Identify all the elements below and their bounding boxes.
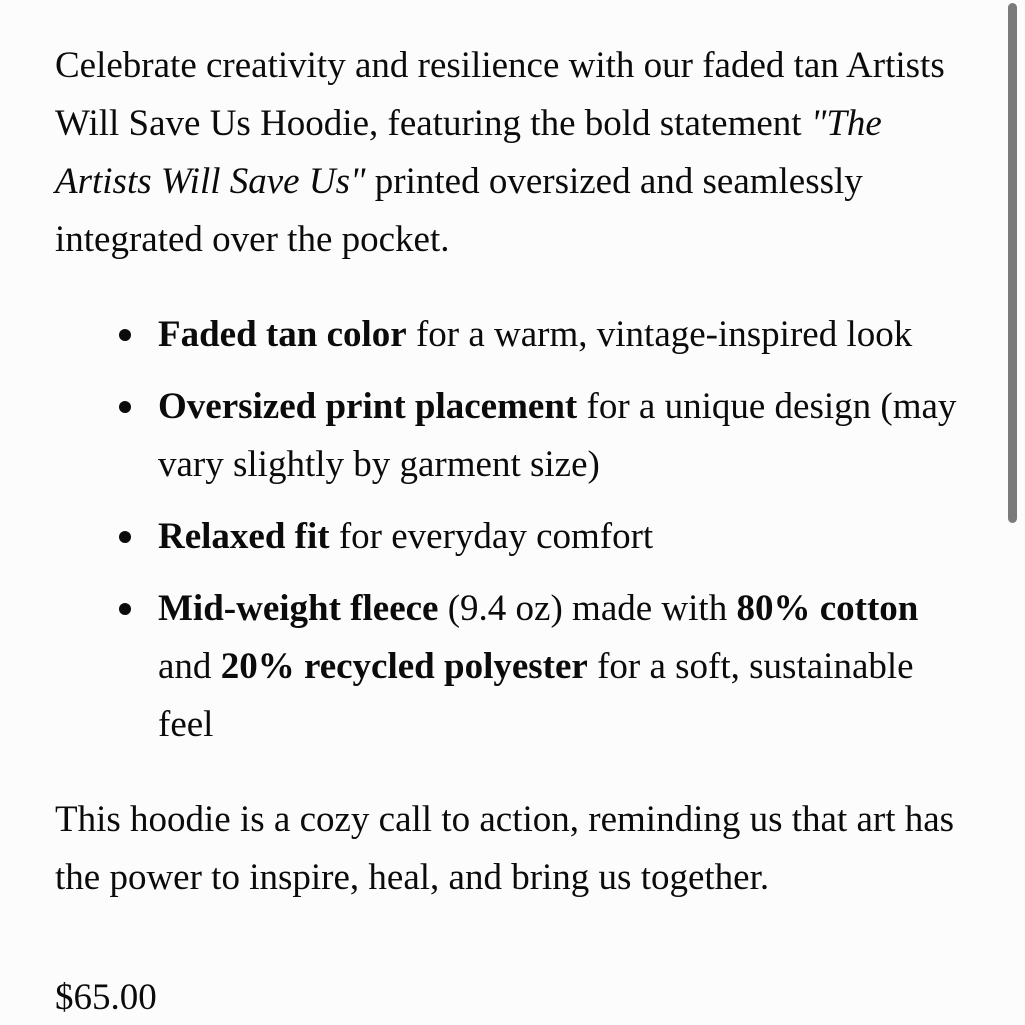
text-line (158, 306, 956, 364)
text-segment: Mid-weight fleece (158, 588, 439, 629)
text-segment: Oversized print placement (158, 386, 578, 427)
feature-list (55, 306, 956, 754)
text-line (158, 580, 956, 638)
text-line (158, 638, 956, 696)
text-segment: (9.4 oz) made with (438, 588, 737, 629)
text-segment: for a unique design (may (577, 386, 957, 427)
feature-item (55, 378, 956, 494)
text-segment: Relaxed fit (158, 516, 330, 557)
text-segment: printed oversized and seamlessly (365, 161, 863, 202)
text-segment: 20% recycled polyester (220, 646, 588, 687)
feature-item (55, 306, 956, 364)
bullet-icon (119, 401, 131, 413)
bullet-icon (119, 531, 131, 543)
intro-paragraph (55, 37, 956, 269)
text-segment: Artists Will Save Us" (55, 161, 366, 202)
text-line (158, 696, 956, 754)
closing-paragraph (55, 791, 956, 907)
text-segment: integrated over the pocket. (55, 219, 450, 260)
text-line (55, 95, 956, 153)
text-line (55, 211, 956, 269)
text-segment: Will Save Us Hoodie, featuring the bold statement (55, 103, 811, 144)
text-line (55, 849, 956, 907)
text-line (55, 37, 956, 95)
text-segment: Faded tan color (158, 314, 407, 355)
text-line (55, 153, 956, 211)
scrollbar-thumb[interactable] (1008, 3, 1017, 523)
product-price: $65.00 (55, 977, 157, 1018)
bullet-icon (119, 329, 131, 341)
text-segment: "The (810, 103, 882, 144)
text-segment: for a soft, sustainable (587, 646, 914, 687)
text-line (158, 378, 956, 436)
text-segment: This hoodie is a cozy call to action, reminding us that art has (55, 799, 955, 840)
text-segment: Celebrate creativity and resilience with our faded tan Artists (55, 45, 945, 86)
bullet-icon (119, 603, 131, 615)
text-line (158, 508, 956, 566)
text-segment: for everyday comfort (329, 516, 654, 557)
text-segment: and (158, 646, 221, 687)
text-segment: for a warm, vintage-inspired look (406, 314, 913, 355)
text-segment: 80% cotton (736, 588, 919, 629)
text-segment: feel (158, 704, 214, 745)
feature-item (55, 580, 956, 754)
text-line (158, 436, 956, 494)
text-segment: the power to inspire, heal, and bring us together. (55, 857, 770, 898)
text-line (55, 791, 956, 849)
feature-item (55, 508, 956, 566)
text-segment: vary slightly by garment size) (158, 444, 600, 485)
